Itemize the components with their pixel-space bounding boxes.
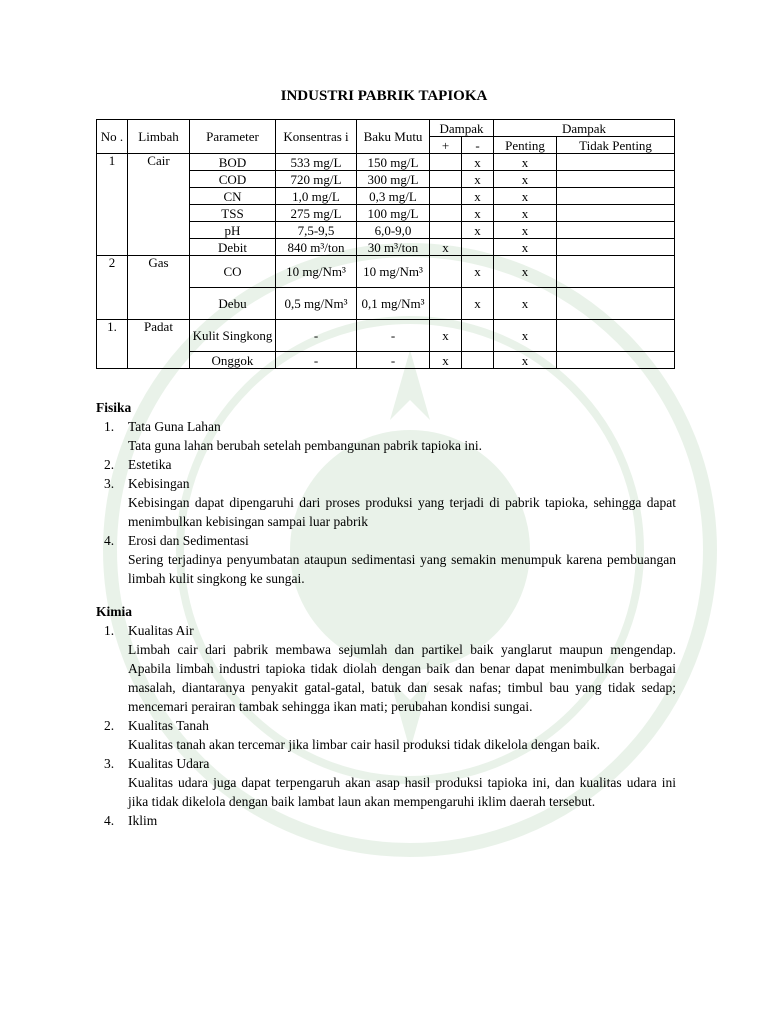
- cell-penting: x: [494, 256, 557, 288]
- cell-parameter: Debu: [190, 288, 276, 320]
- cell-baku-mutu: 30 m³/ton: [357, 239, 430, 256]
- cell-baku-mutu: 0,3 mg/L: [357, 188, 430, 205]
- cell-minus: x: [462, 288, 494, 320]
- item-number: 2.: [104, 457, 115, 472]
- cell-tidak-penting: [557, 205, 675, 222]
- cell-penting: x: [494, 171, 557, 188]
- cell-parameter: Debit: [190, 239, 276, 256]
- table-row: [97, 154, 675, 171]
- cell-plus: [430, 222, 462, 239]
- item-number: 1.: [104, 623, 115, 638]
- cell-parameter: TSS: [190, 205, 276, 222]
- cell-baku-mutu: -: [357, 352, 430, 369]
- group-limbah: Cair: [128, 154, 190, 256]
- cell-konsentrasi: 10 mg/Nm³: [276, 256, 357, 288]
- item-number: 3.: [104, 476, 115, 491]
- cell-tidak-penting: [557, 171, 675, 188]
- item-description: Kualitas tanah akan tercemar jika limbar cair hasil produksi tidak dikelola dengan baik.: [128, 737, 600, 752]
- cell-parameter: pH: [190, 222, 276, 239]
- cell-minus: [462, 239, 494, 256]
- group-no: 1.: [97, 320, 128, 369]
- item-description: Limbah cair dari pabrik membawa sejumlah dan partikel baik yanglarut maupun mengendap. Apabila limbah industri tapioka tidak diolah dengan baik dan benar dapat menimbulkan berbagai masalah, diantaranya penyakit gatal-gatal, batuk dan sesak nafas; timbul bau yang tidak sedap; mencemari perairan tambak sehingga ikan mati; perubahan kondisi sungai.: [128, 642, 676, 714]
- cell-minus: x: [462, 222, 494, 239]
- kimia-list: [96, 621, 676, 830]
- header-konsentrasi: Konsentras i: [276, 120, 357, 154]
- cell-penting: x: [494, 205, 557, 222]
- header-dampak-sign: Dampak: [430, 120, 494, 137]
- cell-tidak-penting: [557, 188, 675, 205]
- item-title: Kualitas Tanah: [128, 718, 209, 733]
- item-description: Tata guna lahan berubah setelah pembangunan pabrik tapioka ini.: [128, 438, 483, 453]
- item-number: 3.: [104, 756, 115, 771]
- cell-penting: x: [494, 288, 557, 320]
- cell-parameter: CN: [190, 188, 276, 205]
- header-no: No .: [97, 120, 128, 154]
- cell-minus: x: [462, 154, 494, 171]
- item-description: Sering terjadinya penyumbatan ataupun sedimentasi yang semakin menumpuk karena pembuangan limbah kulit singkong ke sungai.: [128, 552, 676, 586]
- cell-parameter: BOD: [190, 154, 276, 171]
- cell-minus: [462, 320, 494, 352]
- item-description: Kebisingan dapat dipengaruhi dari proses produksi yang terjadi di pabrik tapioka, sehingga dapat menimbulkan kebisingan sampai luar pabrik: [128, 495, 676, 529]
- cell-konsentrasi: -: [276, 352, 357, 369]
- cell-minus: x: [462, 256, 494, 288]
- cell-baku-mutu: 0,1 mg/Nm³: [357, 288, 430, 320]
- cell-plus: [430, 154, 462, 171]
- cell-baku-mutu: 150 mg/L: [357, 154, 430, 171]
- table-row: [97, 320, 675, 352]
- list-item: [96, 754, 676, 811]
- cell-plus: [430, 288, 462, 320]
- group-limbah: Padat: [128, 320, 190, 369]
- header-dampak-level: Dampak: [494, 120, 675, 137]
- cell-tidak-penting: [557, 288, 675, 320]
- cell-plus: x: [430, 320, 462, 352]
- header-tidak-penting: Tidak Penting: [557, 137, 675, 154]
- list-item: [96, 531, 676, 588]
- cell-tidak-penting: [557, 320, 675, 352]
- cell-baku-mutu: -: [357, 320, 430, 352]
- cell-baku-mutu: 6,0-9,0: [357, 222, 430, 239]
- cell-konsentrasi: 533 mg/L: [276, 154, 357, 171]
- header-minus: -: [462, 137, 494, 154]
- group-no: 1: [97, 154, 128, 256]
- cell-tidak-penting: [557, 154, 675, 171]
- item-title: Kebisingan: [128, 476, 190, 491]
- cell-baku-mutu: 300 mg/L: [357, 171, 430, 188]
- cell-konsentrasi: 840 m³/ton: [276, 239, 357, 256]
- group-no: 2: [97, 256, 128, 320]
- cell-parameter: Kulit Singkong: [190, 320, 276, 352]
- item-title: Tata Guna Lahan: [128, 419, 221, 434]
- limbah-table: [96, 119, 675, 369]
- cell-plus: x: [430, 352, 462, 369]
- kimia-section: [96, 602, 676, 830]
- item-description: Kualitas udara juga dapat terpengaruh akan asap hasil produksi tapioka ini, dan kualitas udara ini jika tidak dikelola dengan baik lambat laun akan mempengaruhi iklim daerah tersebut.: [128, 775, 676, 809]
- fisika-heading: Fisika: [96, 400, 132, 415]
- cell-parameter: COD: [190, 171, 276, 188]
- kimia-heading: Kimia: [96, 604, 132, 619]
- list-item: [96, 621, 676, 716]
- cell-tidak-penting: [557, 239, 675, 256]
- cell-tidak-penting: [557, 352, 675, 369]
- header-penting: Penting: [494, 137, 557, 154]
- item-title: Erosi dan Sedimentasi: [128, 533, 249, 548]
- header-plus: +: [430, 137, 462, 154]
- cell-plus: x: [430, 239, 462, 256]
- cell-konsentrasi: 7,5-9,5: [276, 222, 357, 239]
- item-number: 4.: [104, 813, 115, 828]
- cell-plus: [430, 188, 462, 205]
- cell-parameter: Onggok: [190, 352, 276, 369]
- cell-konsentrasi: 720 mg/L: [276, 171, 357, 188]
- cell-tidak-penting: [557, 256, 675, 288]
- cell-tidak-penting: [557, 222, 675, 239]
- cell-penting: x: [494, 239, 557, 256]
- list-item: [96, 811, 676, 830]
- item-title: Estetika: [128, 457, 172, 472]
- cell-plus: [430, 171, 462, 188]
- cell-konsentrasi: 1,0 mg/L: [276, 188, 357, 205]
- item-number: 1.: [104, 419, 115, 434]
- item-title: Kualitas Air: [128, 623, 194, 638]
- group-limbah: Gas: [128, 256, 190, 320]
- cell-konsentrasi: 275 mg/L: [276, 205, 357, 222]
- cell-parameter: CO: [190, 256, 276, 288]
- fisika-section: [96, 398, 676, 588]
- header-baku-mutu: Baku Mutu: [357, 120, 430, 154]
- fisika-list: [96, 417, 676, 588]
- cell-penting: x: [494, 352, 557, 369]
- item-number: 4.: [104, 533, 115, 548]
- cell-minus: x: [462, 171, 494, 188]
- cell-penting: x: [494, 320, 557, 352]
- cell-penting: x: [494, 154, 557, 171]
- table-row: [97, 256, 675, 288]
- cell-konsentrasi: -: [276, 320, 357, 352]
- item-number: 2.: [104, 718, 115, 733]
- cell-baku-mutu: 10 mg/Nm³: [357, 256, 430, 288]
- header-limbah: Limbah: [128, 120, 190, 154]
- cell-baku-mutu: 100 mg/L: [357, 205, 430, 222]
- cell-penting: x: [494, 188, 557, 205]
- cell-plus: [430, 256, 462, 288]
- item-title: Kualitas Udara: [128, 756, 210, 771]
- list-item: [96, 455, 676, 474]
- document-title: INDUSTRI PABRIK TAPIOKA: [280, 88, 488, 104]
- cell-penting: x: [494, 222, 557, 239]
- list-item: [96, 474, 676, 531]
- item-title: Iklim: [128, 813, 158, 828]
- header-parameter: Parameter: [190, 120, 276, 154]
- cell-minus: x: [462, 188, 494, 205]
- cell-plus: [430, 205, 462, 222]
- list-item: [96, 716, 676, 754]
- list-item: [96, 417, 676, 455]
- cell-minus: [462, 352, 494, 369]
- cell-minus: x: [462, 205, 494, 222]
- cell-konsentrasi: 0,5 mg/Nm³: [276, 288, 357, 320]
